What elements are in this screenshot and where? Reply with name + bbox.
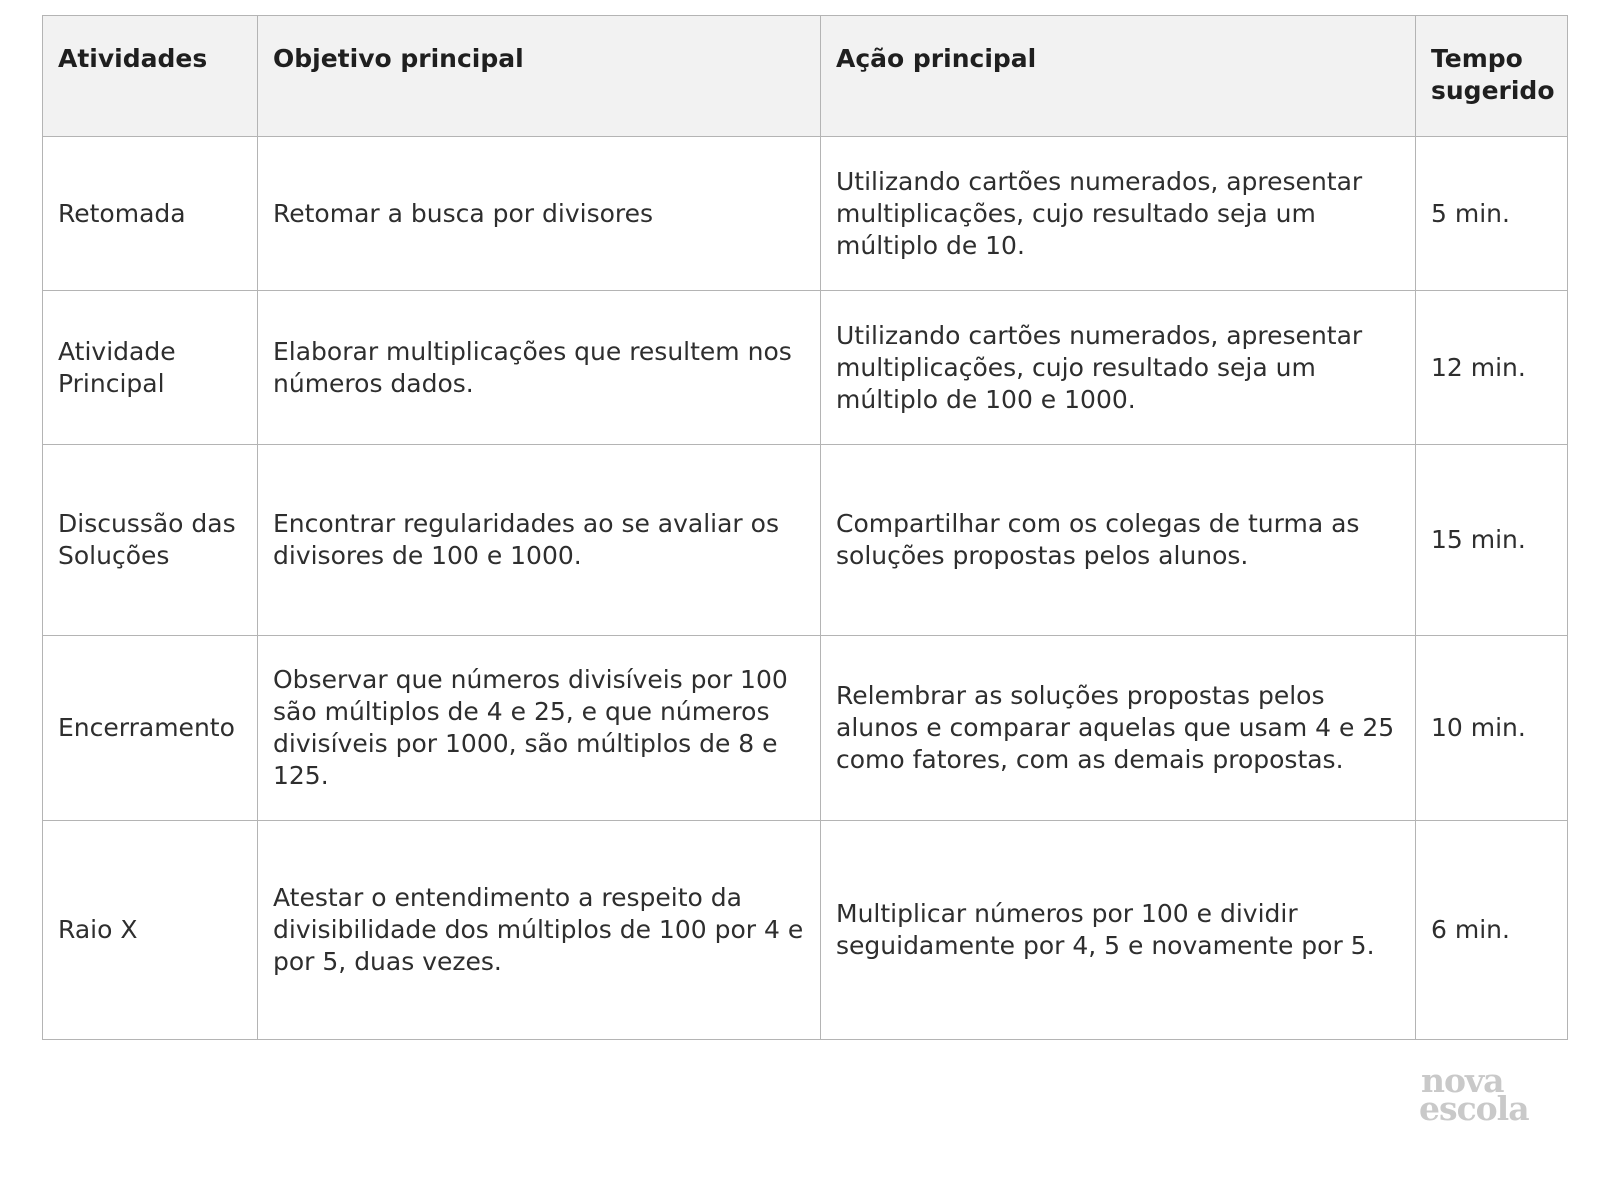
cell-objetivo: Encontrar regularidades ao se avaliar os divisores de 100 e 1000.	[258, 445, 821, 636]
cell-objetivo: Observar que números divisíveis por 100 são múltiplos de 4 e 25, e que números divisíveis por 1000, são múltiplos de 8 e 125.	[258, 636, 821, 821]
cell-tempo: 6 min.	[1416, 821, 1568, 1040]
lesson-plan-table	[42, 15, 1568, 1040]
logo-line-escola: escola	[1419, 1089, 1529, 1128]
table-row	[43, 445, 1568, 636]
cell-objetivo: Atestar o entendimento a respeito da divisibilidade dos múltiplos de 100 por 4 e por 5, duas vezes.	[258, 821, 821, 1040]
table-row	[43, 291, 1568, 445]
header-atividades: Atividades	[43, 16, 258, 137]
header-acao: Ação principal	[821, 16, 1416, 137]
header-tempo: Tempo sugerido	[1416, 16, 1568, 137]
cell-objetivo: Retomar a busca por divisores	[258, 137, 821, 291]
table-header	[43, 16, 1568, 137]
header-objetivo: Objetivo principal	[258, 16, 821, 137]
cell-atividade: Atividade Principal	[43, 291, 258, 445]
cell-atividade: Discussão das Soluções	[43, 445, 258, 636]
table-body	[43, 137, 1568, 1040]
cell-acao: Utilizando cartões numerados, apresentar multiplicações, cujo resultado seja um múltiplo de 100 e 1000.	[821, 291, 1416, 445]
cell-tempo: 12 min.	[1416, 291, 1568, 445]
table-row	[43, 636, 1568, 821]
cell-tempo: 5 min.	[1416, 137, 1568, 291]
nova-escola-logo	[1419, 1061, 1539, 1128]
table-row	[43, 137, 1568, 291]
table-row	[43, 821, 1568, 1040]
cell-acao: Compartilhar com os colegas de turma as soluções propostas pelos alunos.	[821, 445, 1416, 636]
cell-atividade: Raio X	[43, 821, 258, 1040]
cell-acao: Relembrar as soluções propostas pelos alunos e comparar aquelas que usam 4 e 25 como fatores, com as demais propostas.	[821, 636, 1416, 821]
cell-objetivo: Elaborar multiplicações que resultem nos números dados.	[258, 291, 821, 445]
cell-atividade: Retomada	[43, 137, 258, 291]
header-row	[43, 16, 1568, 137]
cell-acao: Utilizando cartões numerados, apresentar multiplicações, cujo resultado seja um múltiplo de 10.	[821, 137, 1416, 291]
cell-tempo: 10 min.	[1416, 636, 1568, 821]
logo-line-nova: nova	[1421, 1061, 1504, 1100]
cell-atividade: Encerramento	[43, 636, 258, 821]
cell-acao: Multiplicar números por 100 e dividir seguidamente por 4, 5 e novamente por 5.	[821, 821, 1416, 1040]
cell-tempo: 15 min.	[1416, 445, 1568, 636]
